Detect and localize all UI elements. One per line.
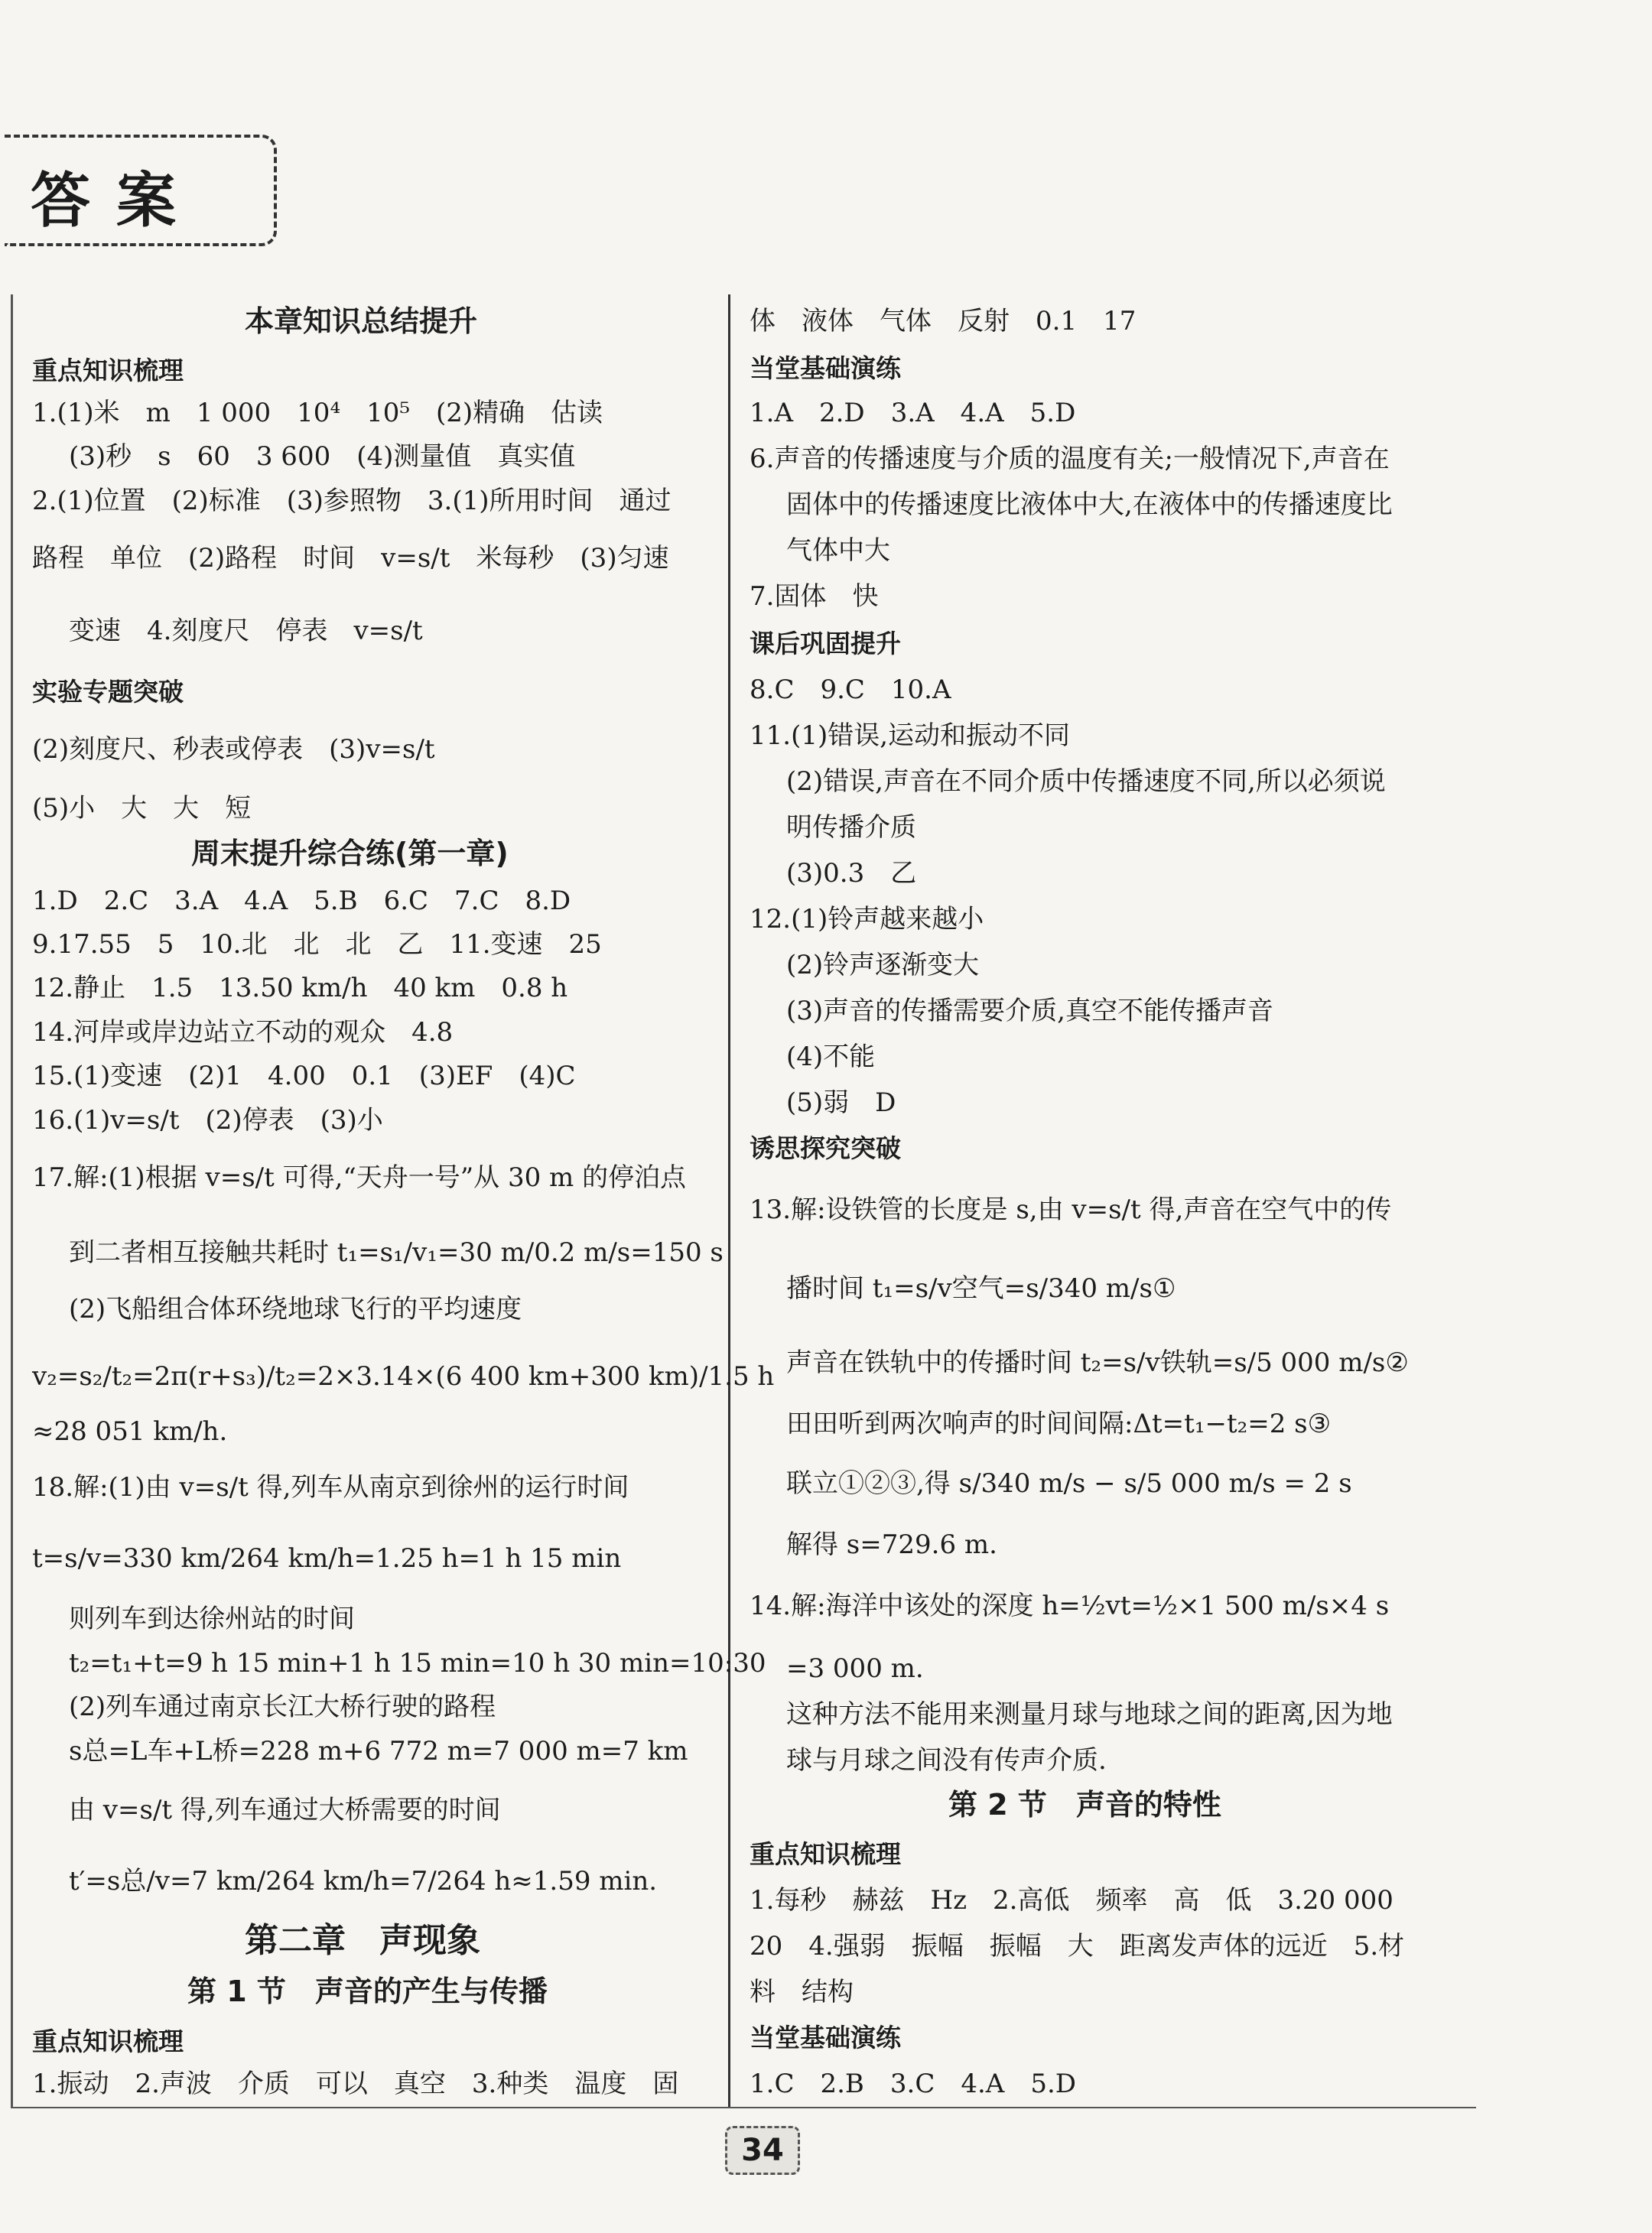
left-margin-line bbox=[11, 294, 13, 2107]
answer-line: s总=L车+L桥=228 m+6 772 m=7 000 m=7 km bbox=[69, 1736, 688, 1767]
answer-line: 18.解:(1)由 v=s/t 得,列车从南京到徐州的运行时间 bbox=[32, 1472, 629, 1503]
answer-line: (3)0.3 乙 bbox=[786, 858, 917, 889]
section-heading: 第 1 节 声音的产生与传播 bbox=[187, 1975, 548, 2008]
answer-line: 16.(1)v=s/t (2)停表 (3)小 bbox=[32, 1105, 383, 1136]
answer-line: (3)声音的传播需要介质,真空不能传播声音 bbox=[786, 996, 1273, 1026]
answer-line: (2)错误,声音在不同介质中传播速度不同,所以必须说 bbox=[786, 766, 1386, 797]
answer-line: 体 液体 气体 反射 0.1 17 bbox=[750, 306, 1137, 336]
section-heading: 当堂基础演练 bbox=[750, 2023, 901, 2053]
answer-line: 料 结构 bbox=[750, 1977, 854, 2007]
answer-line: 13.解:设铁管的长度是 s,由 v=s/t 得,声音在空气中的传 bbox=[750, 1195, 1392, 1225]
answer-line: 1.A 2.D 3.A 4.A 5.D bbox=[750, 398, 1076, 428]
answer-line: 气体中大 bbox=[786, 535, 890, 566]
answer-line: 9.17.55 5 10.北 北 北 乙 11.变速 25 bbox=[32, 929, 602, 960]
answer-line: 12.静止 1.5 13.50 km/h 40 km 0.8 h bbox=[32, 973, 568, 1003]
answer-line: 14.河岸或岸边站立不动的观众 4.8 bbox=[32, 1017, 454, 1048]
answer-line: v₂=s₂/t₂=2π(r+s₃)/t₂=2×3.14×(6 400 km+300 km)/1.5 h bbox=[32, 1361, 775, 1392]
answer-line: t=s/v=330 km/264 km/h=1.25 h=1 h 15 min bbox=[32, 1543, 622, 1574]
section-heading: 当堂基础演练 bbox=[750, 353, 901, 383]
answer-line: ≈28 051 km/h. bbox=[32, 1416, 228, 1447]
bottom-rule bbox=[11, 2107, 1476, 2108]
answer-line: 20 4.强弱 振幅 振幅 大 距离发声体的远近 5.材 bbox=[750, 1931, 1405, 1962]
answer-line: (5)小 大 大 短 bbox=[32, 793, 252, 824]
answer-line: =3 000 m. bbox=[786, 1653, 924, 1684]
page-number: 34 bbox=[725, 2126, 800, 2175]
answer-line: 8.C 9.C 10.A bbox=[750, 674, 951, 705]
section-heading: 重点知识梳理 bbox=[32, 2027, 184, 2056]
answer-line: (4)不能 bbox=[786, 1042, 876, 1072]
answer-line: 到二者相互接触共耗时 t₁=s₁/v₁=30 m/0.2 m/s=150 s bbox=[69, 1237, 724, 1268]
answer-line: 17.解:(1)根据 v=s/t 可得,“天舟一号”从 30 m 的停泊点 bbox=[32, 1162, 687, 1193]
answer-line: 由 v=s/t 得,列车通过大桥需要的时间 bbox=[69, 1795, 501, 1825]
answer-line: (2)飞船组合体环绕地球飞行的平均速度 bbox=[69, 1294, 522, 1325]
answer-line: 12.(1)铃声越来越小 bbox=[750, 904, 984, 934]
answer-line: 14.解:海洋中该处的深度 h=½vt=½×1 500 m/s×4 s bbox=[750, 1591, 1390, 1621]
answer-line: 1.D 2.C 3.A 4.A 5.B 6.C 7.C 8.D bbox=[32, 886, 571, 916]
answer-line: (3)秒 s 60 3 600 (4)测量值 真实值 bbox=[69, 441, 576, 472]
answer-line: 1.振动 2.声波 介质 可以 真空 3.种类 温度 固 bbox=[32, 2069, 679, 2099]
section-heading: 课后巩固提升 bbox=[750, 629, 901, 658]
answer-line: 2.(1)位置 (2)标准 (3)参照物 3.(1)所用时间 通过 bbox=[32, 486, 672, 516]
answer-line: 7.固体 快 bbox=[750, 581, 879, 612]
answer-line: 11.(1)错误,运动和振动不同 bbox=[750, 720, 1071, 751]
answer-line: t₂=t₁+t=9 h 15 min+1 h 15 min=10 h 30 min=10:30 bbox=[69, 1648, 766, 1679]
section-heading: 重点知识梳理 bbox=[32, 356, 184, 385]
answer-line: 田田听到两次响声的时间间隔:Δt=t₁−t₂=2 s③ bbox=[786, 1409, 1332, 1439]
answer-line: 球与月球之间没有传声介质. bbox=[786, 1745, 1107, 1776]
answer-line: 变速 4.刻度尺 停表 v=s/t bbox=[69, 616, 423, 646]
answer-line: 6.声音的传播速度与介质的温度有关;一般情况下,声音在 bbox=[750, 444, 1390, 474]
answer-line: 1.(1)米 m 1 000 10⁴ 10⁵ (2)精确 估读 bbox=[32, 398, 603, 428]
answer-line: 1.每秒 赫兹 Hz 2.高低 频率 高 低 3.20 000 bbox=[750, 1885, 1393, 1916]
section-heading: 诱思探究突破 bbox=[750, 1133, 901, 1163]
answer-line: 播时间 t₁=s/v空气=s/340 m/s① bbox=[786, 1273, 1176, 1304]
answer-line: 明传播介质 bbox=[786, 812, 916, 843]
answer-line: 1.C 2.B 3.C 4.A 5.D bbox=[750, 2069, 1077, 2099]
answer-line: 路程 单位 (2)路程 时间 v=s/t 米每秒 (3)匀速 bbox=[32, 543, 669, 574]
answer-line: 则列车到达徐州站的时间 bbox=[69, 1604, 355, 1634]
answer-line: 解得 s=729.6 m. bbox=[786, 1529, 997, 1560]
answer-line: 声音在铁轨中的传播时间 t₂=s/v铁轨=s/5 000 m/s② bbox=[786, 1347, 1409, 1378]
section-heading: 本章知识总结提升 bbox=[245, 304, 478, 338]
section-heading: 第二章 声现象 bbox=[245, 1921, 480, 1960]
section-heading: 实验专题突破 bbox=[32, 677, 184, 707]
answer-line: (5)弱 D bbox=[786, 1087, 896, 1118]
answer-line: (2)铃声逐渐变大 bbox=[786, 950, 980, 980]
section-heading: 重点知识梳理 bbox=[750, 1839, 901, 1869]
page-title: 答案 bbox=[31, 167, 203, 236]
answer-line: (2)列车通过南京长江大桥行驶的路程 bbox=[69, 1692, 496, 1722]
section-heading: 周末提升综合练(第一章) bbox=[191, 837, 509, 870]
column-divider bbox=[728, 294, 730, 2107]
answer-line: t′=s总/v=7 km/264 km/h=7/264 h≈1.59 min. bbox=[69, 1866, 658, 1897]
answer-line: (2)刻度尺、秒表或停表 (3)v=s/t bbox=[32, 734, 435, 765]
answer-line: 固体中的传播速度比液体中大,在液体中的传播速度比 bbox=[786, 489, 1393, 520]
answer-line: 联立①②③,得 s/340 m/s − s/5 000 m/s = 2 s bbox=[786, 1468, 1352, 1499]
answer-line: 这种方法不能用来测量月球与地球之间的距离,因为地 bbox=[786, 1699, 1393, 1730]
answer-line: 15.(1)变速 (2)1 4.00 0.1 (3)EF (4)C bbox=[32, 1061, 576, 1091]
section-heading: 第 2 节 声音的特性 bbox=[948, 1788, 1221, 1822]
